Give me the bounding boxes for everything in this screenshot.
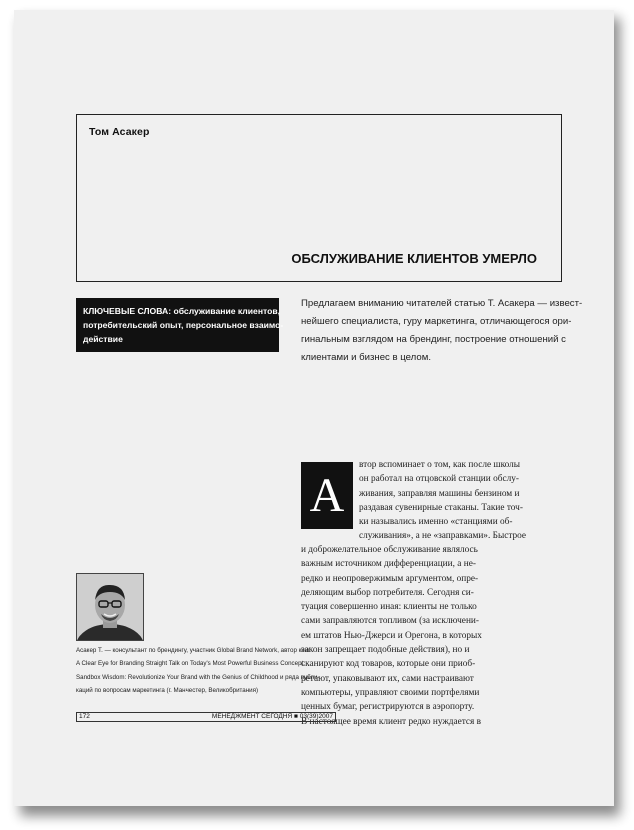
body-line: служивания», а не «заправками». Быстрое [359,531,527,542]
bio-line: Sandbox Wisdom: Revolutionize Your Brand with the Genius of Childhood и ряда публи- [76,673,320,681]
body-line: втор вспоминает о том, как после школы [359,460,521,470]
body-text-beside-dropcap [359,458,526,544]
body-line: раздавая сувенирные стаканы. Такие точ- [359,502,523,513]
body-line: ки назывались именно «станциями об- [359,517,513,528]
body-line: туация совершенно иная: клиенты не только [301,602,477,613]
body-line: живания, заправляя машины бензином и [359,488,520,499]
body-line: компьютеры, управляют своими портфелями [301,687,480,698]
author-photo [76,573,144,641]
lead-line: клиентами и бизнес в целом. [301,352,431,363]
page-number: 172 [79,713,90,720]
body-line: деляющим выбор потребителя. Сегодня си- [301,587,474,598]
body-line: он работал на отцовской станции обслу- [359,474,519,485]
keywords-box [76,298,284,352]
lead-paragraph [301,295,583,367]
body-line: ем штатов Нью-Джерси и Орегона, в которых [301,630,482,641]
body-line: важным источником дифференциации, а не- [301,559,476,570]
author-name: Том Асакер [89,126,150,138]
bio-line: A Clear Eye for Branding Straight Talk on Today's Most Powerful Business Concept, [76,660,305,668]
body-text [301,543,482,729]
body-line: и доброжелательное обслуживание являлось [301,545,478,555]
body-line: сами заправляются топливом (за исключени- [301,616,479,627]
bio-line: каций по вопросам маркетинга (г. Манчестер, Великобритания) [76,687,259,695]
bio-line: Асакер Т. — консультант по брендингу, участник Global Brand Network, автор книг [76,647,311,654]
lead-line: гинальным взглядом на брендинг, построение отношений с [301,334,566,345]
header-box [76,114,562,282]
article-title: ОБСЛУЖИВАНИЕ КЛИЕНТОВ УМЕРЛО [291,251,537,266]
drop-cap: А [301,462,353,529]
body-line: В настоящее время клиент редко нуждается в [301,716,482,727]
page-footer [76,712,336,722]
journal-name: МЕНЕДЖМЕНТ СЕГОДНЯ ■ 03(39)2007 [211,713,333,720]
body-line: редко и неопровержимым аргументом, опре- [301,573,479,584]
author-bio [76,644,352,698]
body-line: сканируют код товаров, которые они приоб- [301,659,476,670]
lead-line: нейшего специалиста, гуру маркетинга, отличающегося ори- [301,316,572,327]
keywords-line: КЛЮЧЕВЫЕ СЛОВА: обслуживание клиентов, [83,306,281,316]
magazine-page [14,10,614,806]
body-line: ценных бумаг, регистрируются в аэропорту. [301,702,475,713]
keywords-line: действие [83,334,123,344]
keywords-line: потребительский опыт, персональное взаимо- [83,320,284,330]
body-line: ретают, упаковывают их, сами настраивают [301,673,474,684]
body-line: закон запрещает подобные действия), но и [301,645,470,656]
lead-line: Предлагаем вниманию читателей статью Т. Асакера — извест- [301,298,583,309]
